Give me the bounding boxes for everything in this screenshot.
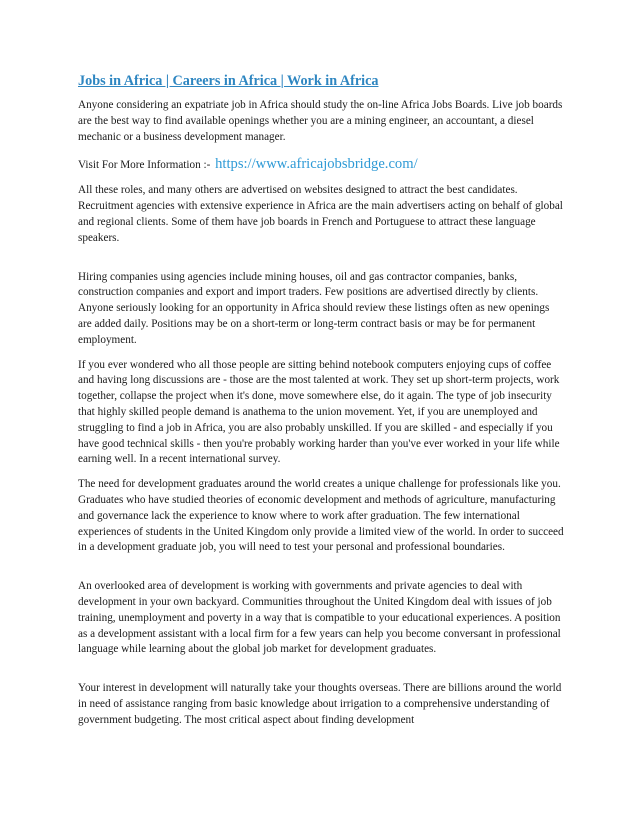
spacer bbox=[78, 256, 565, 270]
paragraph-recruitment: All these roles, and many others are advertised on websites designed to attract the best candidates. Recruitment agencies with extensive experience in Africa are the main advertisers acting on behalf of global and regional clients. Some of them have job boards in French and Portuguese to attract these language speakers. bbox=[78, 184, 563, 244]
paragraph-graduates: The need for development graduates around the world creates a unique challenge for professionals like you. Graduates who have studied theories of economic development and methods of agriculture, manufacturing and governance lack the experience to know where to work after graduation. The few international experiences of students in the United Kingdom only provide a limited view of the world. In order to succeed in a development graduate job, you will need to test your personal and professional boundaries. bbox=[78, 478, 564, 554]
document-body bbox=[78, 72, 565, 738]
visit-label: Visit For More Information :- bbox=[78, 159, 211, 172]
intro-paragraph: Anyone considering an expatriate job in Africa should study the on-line Africa Jobs Boards. Live job boards are the best way to find available openings whether you are a mining engineer, an accountant, a diesel mechanic or a business development manager. bbox=[78, 99, 563, 143]
visit-line bbox=[78, 154, 565, 175]
paragraph-overseas: Your interest in development will naturally take your thoughts overseas. There are billions around the world in need of assistance ranging from basic knowledge about irrigation to a comprehensive understanding of government budgeting. The most critical aspect about finding development bbox=[78, 682, 562, 726]
paragraph-talent: If you ever wondered who all those people are sitting behind notebook computers enjoying cups of coffee and having long discussions are - those are the most talented at work. They set up short-term projects, work together, collapse the project when it's done, move somewhere else, do it again. The type of job insecurity that highly skilled people demand is anathema to the union movement. Yet, if you are unemployed and struggling to find a job in Africa, you are also probably unskilled. If you are skilled - and especially if you have good technical skills - then you're probably working harder than you've ever worked in your life while earning well. In a recent international survey. bbox=[78, 358, 560, 466]
spacer bbox=[78, 565, 565, 579]
paragraph-local-development: An overlooked area of development is working with governments and private agencies to deal with development in your own backyard. Communities throughout the United Kingdom deal with issues of job training, unemployment and poverty in a way that is compatible to your educational experiences. A position as a development assistant with a local firm for a few years can help you become conversant in professional language while learning about the global job market for development graduates. bbox=[78, 580, 561, 656]
document-title[interactable]: Jobs in Africa | Careers in Africa | Work in Africa bbox=[78, 73, 379, 89]
website-link[interactable]: https://www.africajobsbridge.com/ bbox=[215, 156, 418, 173]
spacer bbox=[78, 667, 565, 681]
paragraph-hiring: Hiring companies using agencies include mining houses, oil and gas contractor companies, banks, construction companies and export and import traders. Few positions are advertised directly by clients. Anyone seriously looking for an opportunity in Africa should review these listings often as new openings are added daily. Positions may be on a short-term or long-term contract basis or may be for permanent employment. bbox=[78, 270, 550, 346]
